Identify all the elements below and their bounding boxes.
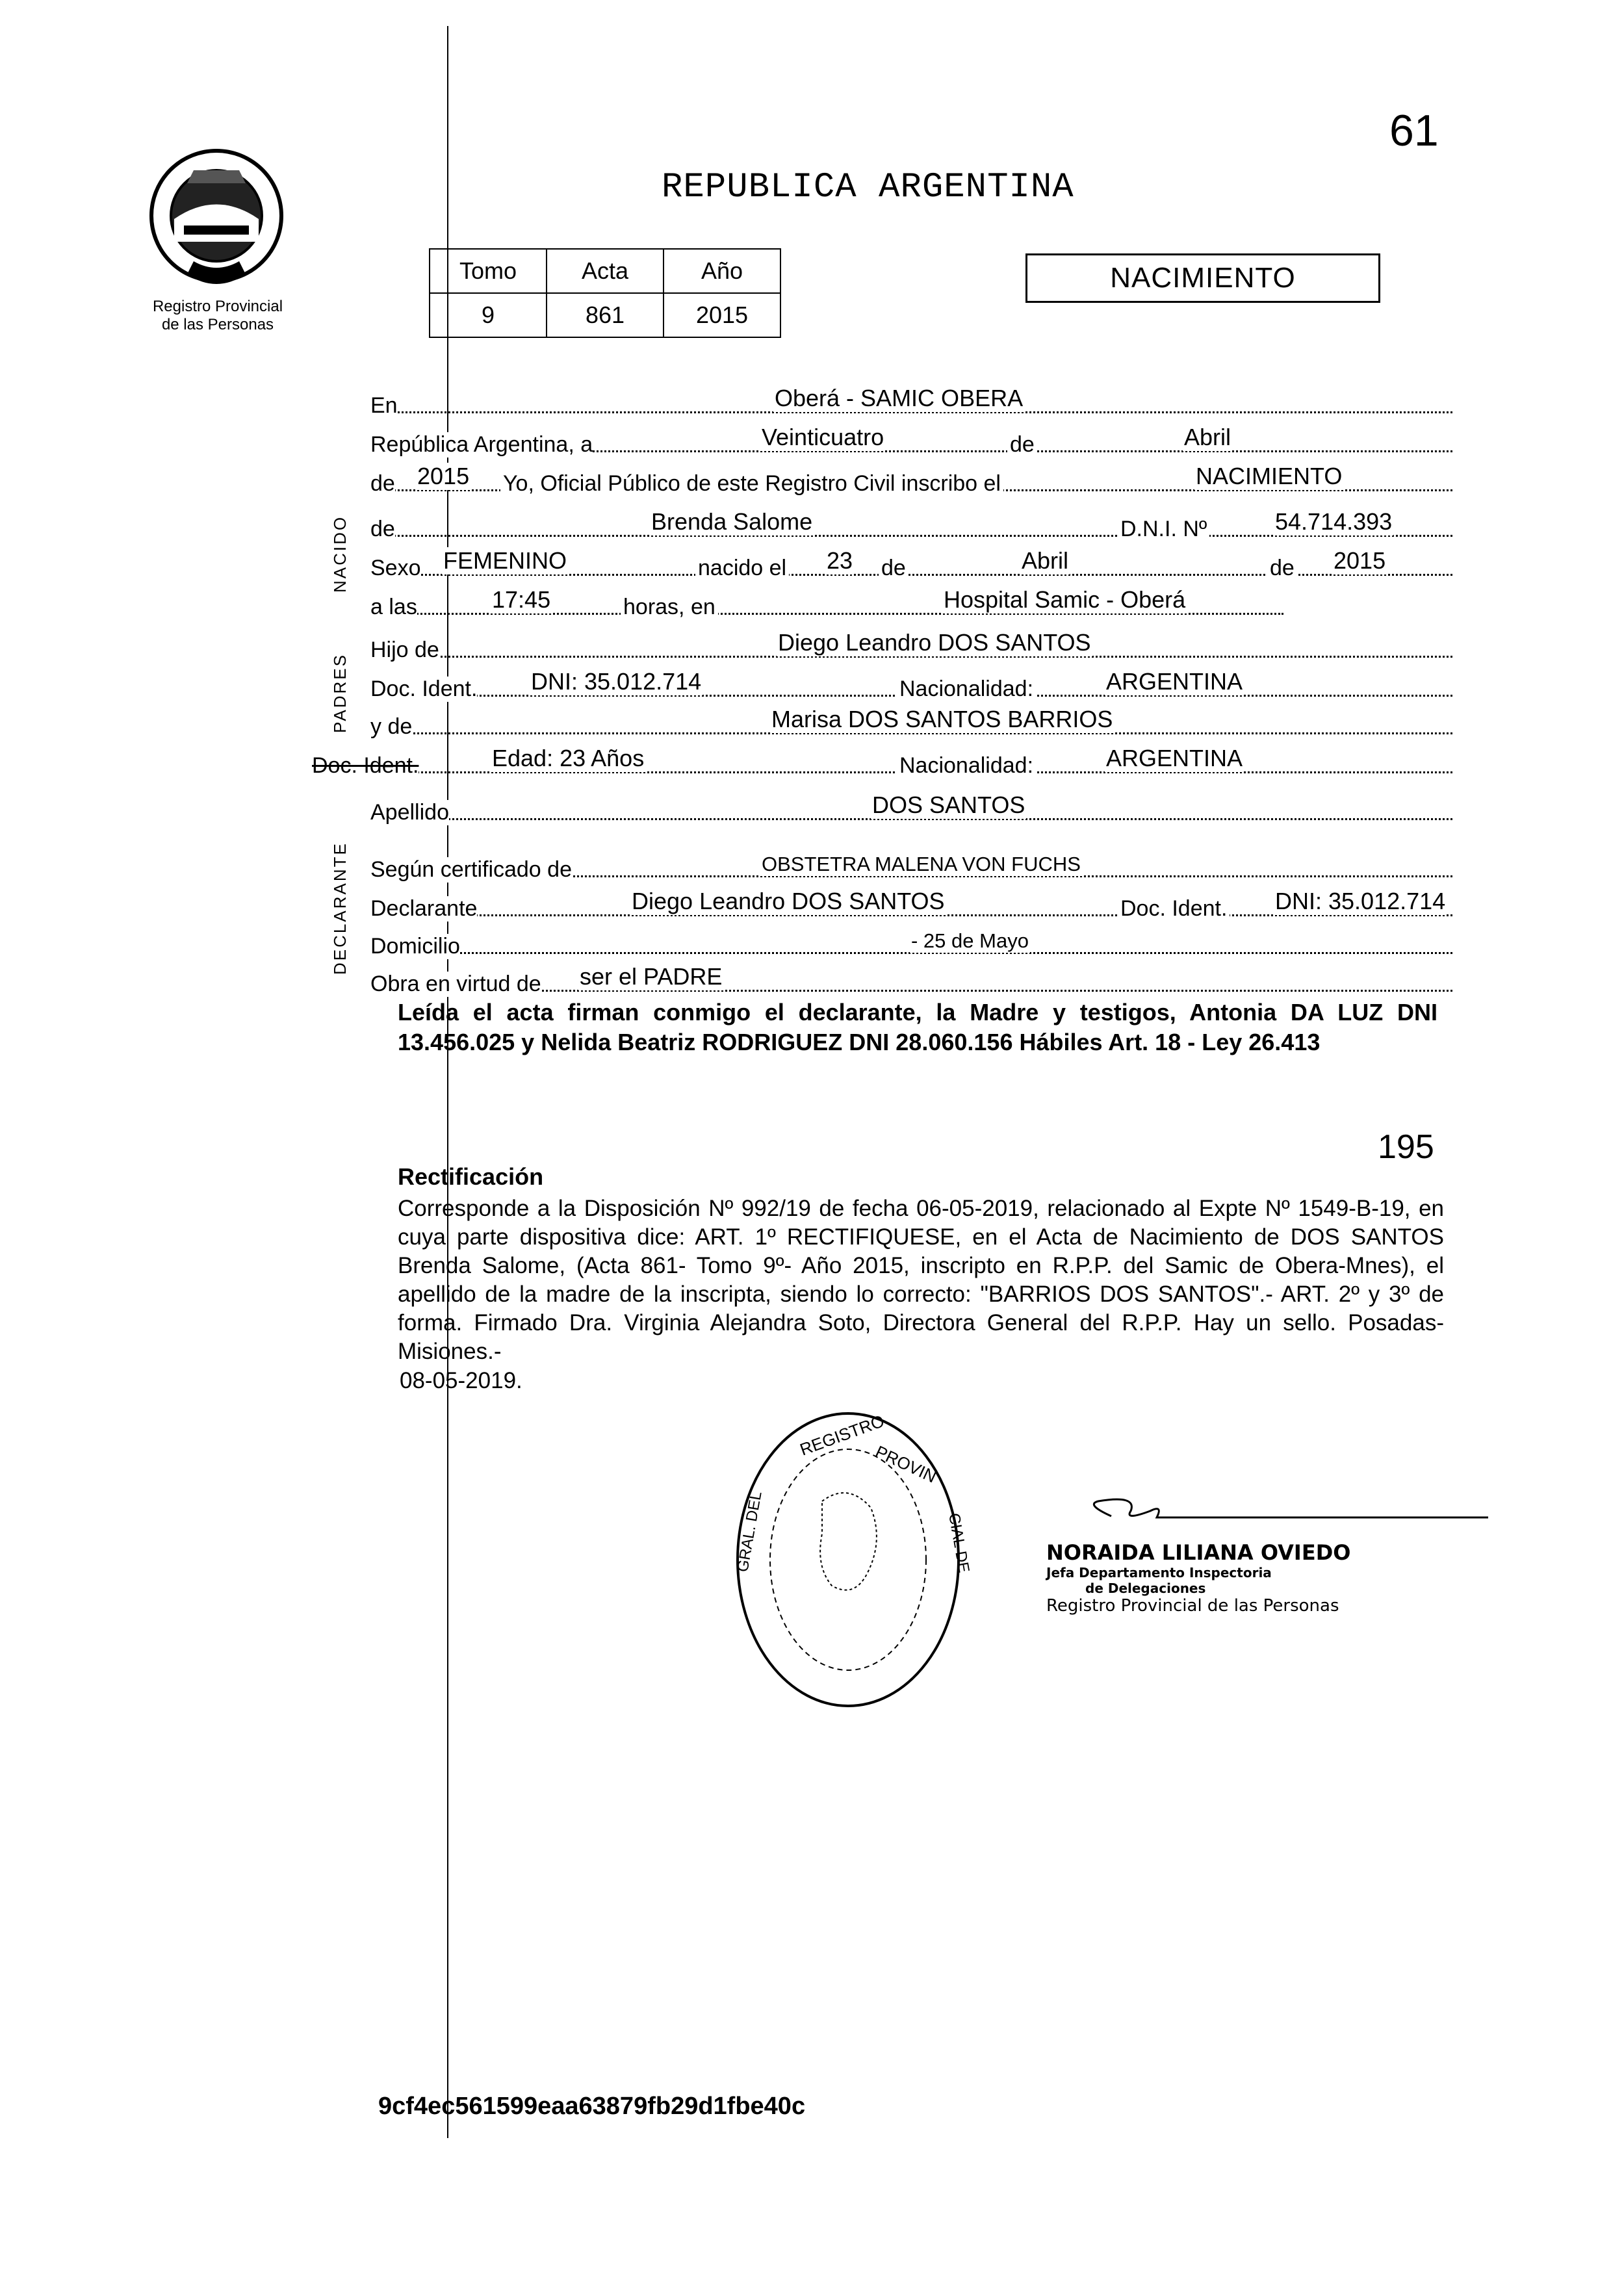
acta-value: 861: [547, 293, 664, 337]
row-hora: [370, 586, 1452, 620]
apellido-label: Apellido: [370, 800, 449, 825]
rect-date: 08-05-2019.: [400, 1368, 522, 1393]
record-table: [429, 248, 781, 338]
svg-text:GRAL. DEL: GRAL. DEL: [734, 1490, 766, 1574]
obra-label: Obra en virtud de: [370, 972, 541, 996]
svg-text:REGISTRO: REGISTRO: [797, 1411, 887, 1460]
anio-header: Año: [664, 249, 780, 293]
nacionalidad-label: Nacionalidad:: [897, 677, 1036, 702]
signer-role-3: Registro Provincial de las Personas: [1046, 1596, 1339, 1616]
de-label-5: de: [1267, 556, 1297, 581]
anio-value: 2015: [664, 293, 780, 337]
padre-value: Diego Leandro DOS SANTOS: [778, 629, 1091, 656]
oficial-label: Yo, Oficial Público de este Registro Civil inscribo el: [500, 471, 1003, 497]
rect-text: Corresponde a la Disposición Nº 992/19 de fecha 06-05-2019, relacionado al Expte Nº 1549-B-19, en cuya parte dispositiva dice: ART. 1º RECTIFIQUESE, en el Acta de Nacimiento de DOS SANTOS Brenda Salome, (Acta 861- Tomo 9º- Año 2015, inscripto en R.P.P. del Samic de Obera-Mnes), el apellido de la madre de la inscripta, siendo lo correcto: "BARRIOS DOS SANTOS".- ART. 2º y 3º de forma. Firmado Dra. Virginia Alejandra Soto, Directora General del R.P.P. Hay un sello. Posadas- Misiones.-: [398, 1196, 1444, 1364]
madre-doc-value: Edad: 23 Años: [492, 745, 645, 771]
row-nombre: [370, 508, 1452, 542]
row-en: [370, 385, 1452, 419]
obra-value: ser el PADRE: [580, 963, 723, 990]
segun-label: Según certificado de: [370, 857, 572, 882]
y-de-label: y de: [370, 714, 413, 739]
domicilio-label: Domicilio: [370, 934, 460, 959]
signature-block: [1046, 1540, 1410, 1616]
certificado-value: OBSTETRA MALENA VON FUCHS: [762, 853, 1081, 875]
mes-value: Abril: [1184, 424, 1231, 450]
horas-label: horas, en: [621, 595, 718, 620]
madre-nac-value: ARGENTINA: [1106, 745, 1243, 771]
dni-label: D.N.I. Nº: [1118, 517, 1209, 542]
doc-ident-label-2: Doc. Ident.: [312, 753, 419, 778]
padre-nac-value: ARGENTINA: [1106, 668, 1243, 695]
nac-dia-value: 23: [827, 547, 853, 574]
signature-scribble: [1059, 1491, 1488, 1530]
row-sexo: [370, 547, 1452, 581]
org-name: Registro Provincial de las Personas: [152, 298, 283, 333]
apellido-value: DOS SANTOS: [872, 792, 1025, 818]
row-obra: [370, 963, 1452, 997]
row-apellido: [370, 792, 1452, 825]
tomo-value: 9: [430, 293, 547, 337]
row-declarante: [370, 888, 1452, 922]
madre-value: Marisa DOS SANTOS BARRIOS: [771, 706, 1113, 732]
nac-mes-value: Abril: [1022, 547, 1069, 574]
provincial-seal: [148, 144, 285, 294]
en-value: Oberá - SAMIC OBERA: [775, 385, 1024, 411]
nac-anio-value: 2015: [1334, 547, 1386, 574]
row-de-anio: [370, 463, 1452, 497]
fold-line: [447, 26, 448, 2138]
svg-text:PROVIN: PROVIN: [872, 1441, 940, 1487]
row-segun: [370, 849, 1452, 883]
hijo-label: Hijo de: [370, 638, 439, 662]
de-label-3: de: [370, 517, 395, 541]
anio-value-field: 2015: [417, 463, 470, 489]
decl-doc-label: Doc. Ident.: [1118, 896, 1230, 922]
declarante-label: Declarante: [370, 896, 478, 921]
page-number: 61: [1389, 106, 1439, 155]
dni-value: 54.714.393: [1275, 508, 1393, 535]
acta-tipo-value: NACIMIENTO: [1196, 463, 1343, 489]
row-padre-doc: [370, 668, 1452, 702]
row-domicilio: [370, 925, 1452, 959]
side-label-nacido: NACIDO: [330, 515, 350, 593]
dia-value: Veinticuatro: [762, 424, 884, 450]
lugar-value: Hospital Samic - Oberá: [944, 586, 1186, 613]
nombre-value: Brenda Salome: [651, 508, 813, 535]
document-hash: 9cf4ec561599eaa63879fb29d1fbe40c: [378, 2093, 806, 2120]
rect-title: Rectificación: [398, 1163, 544, 1190]
closing-text: Leída el acta firman conmigo el declarante, la Madre y testigos, Antonia DA LUZ DNI 13.456.025 y Nelida Beatriz RODRIGUEZ DNI 28.060.156 Hábiles Art. 18 - Ley 26.413: [398, 999, 1437, 1055]
declarante-value: Diego Leandro DOS SANTOS: [632, 888, 945, 914]
sexo-label: Sexo: [370, 556, 421, 580]
side-label-declarante: DECLARANTE: [330, 842, 350, 975]
signer-role-1: Jefa Departamento Inspectoria: [1046, 1565, 1272, 1580]
acta-header: Acta: [547, 249, 664, 293]
svg-text:CIAL DE: CIAL DE: [945, 1512, 972, 1575]
en-label: En: [370, 393, 398, 418]
record-type-box: NACIMIENTO: [1025, 253, 1380, 303]
republica-label: República Argentina, a: [370, 432, 593, 457]
de-label-4: de: [879, 556, 909, 581]
nacido-label: nacido el: [695, 556, 789, 581]
domicilio-value: - 25 de Mayo: [911, 929, 1029, 952]
hora-value: 17:45: [492, 586, 551, 613]
nacionalidad-label-2: Nacionalidad:: [897, 753, 1036, 779]
de-label-2: de: [370, 471, 395, 496]
official-stamp: [725, 1404, 972, 1716]
country-title: REPUBLICA ARGENTINA: [662, 168, 1074, 207]
a-las-label: a las: [370, 595, 417, 619]
row-republica: [370, 424, 1452, 458]
signer-name: NORAIDA LILIANA OVIEDO: [1046, 1540, 1351, 1565]
decl-doc-value: DNI: 35.012.714: [1275, 888, 1446, 914]
signer-role-2: de Delegaciones: [1085, 1580, 1206, 1596]
rect-number: 195: [1378, 1128, 1434, 1166]
side-label-padres: PADRES: [330, 653, 350, 733]
sexo-value: FEMENINO: [443, 547, 567, 574]
doc-ident-label: Doc. Ident.: [370, 677, 478, 701]
tomo-header: Tomo: [430, 249, 547, 293]
row-madre-doc: [312, 745, 1452, 779]
row-madre: [370, 706, 1452, 740]
row-hijo: [370, 629, 1452, 663]
de-label: de: [1007, 432, 1037, 458]
padre-doc-value: DNI: 35.012.714: [531, 668, 702, 695]
